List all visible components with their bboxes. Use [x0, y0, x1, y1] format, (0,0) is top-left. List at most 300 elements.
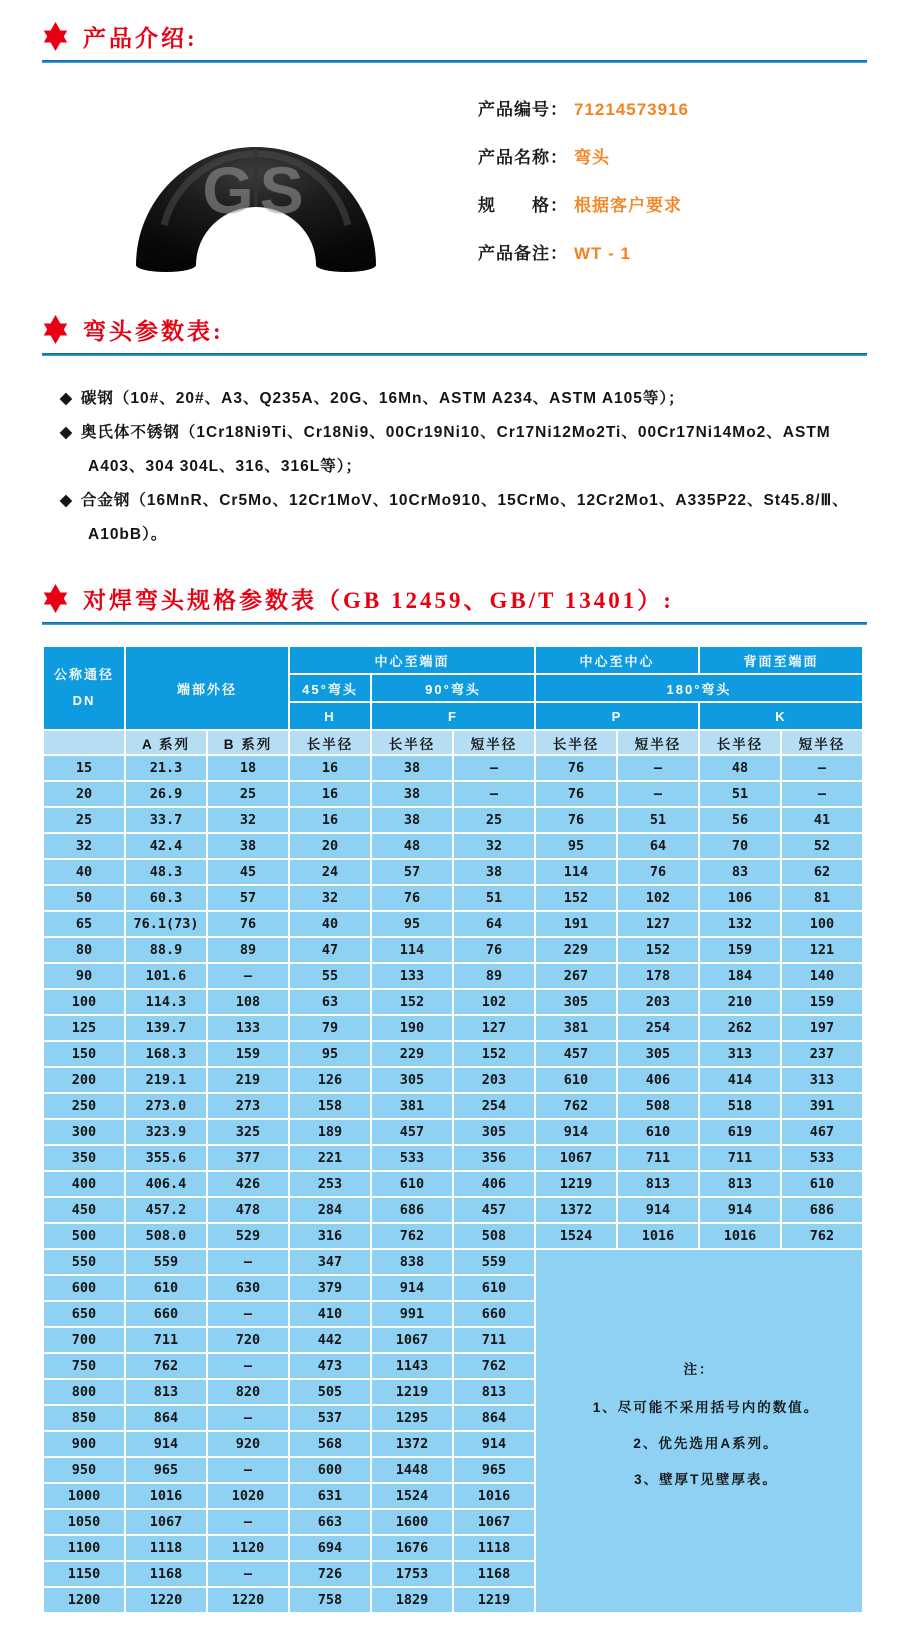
header-elbow-45: 45°弯头	[290, 675, 370, 701]
value-cell: 457	[372, 1120, 452, 1144]
value-cell: 229	[536, 938, 616, 962]
dn-cell: 150	[44, 1042, 124, 1066]
spec-table	[42, 645, 864, 1614]
value-cell: 158	[290, 1094, 370, 1118]
value-cell: 152	[372, 990, 452, 1014]
value-cell: —	[208, 1302, 288, 1326]
star-icon	[42, 584, 69, 613]
value-cell: 914	[126, 1432, 206, 1456]
product-name-value: 弯头	[574, 148, 610, 167]
table-row	[44, 782, 862, 806]
value-cell: 83	[700, 860, 780, 884]
value-cell: 219	[208, 1068, 288, 1092]
value-cell: 42.4	[126, 834, 206, 858]
section-intro-title: 产品介绍:	[83, 26, 198, 51]
value-cell: 381	[372, 1094, 452, 1118]
table-row	[44, 808, 862, 832]
table-row	[44, 938, 862, 962]
notes-title: 注：	[683, 1362, 715, 1377]
value-cell: 178	[618, 964, 698, 988]
product-spec-label: 规 格：	[478, 196, 568, 215]
value-cell: 505	[290, 1380, 370, 1404]
diamond-bullet-icon: ◆	[60, 390, 73, 407]
table-row	[44, 886, 862, 910]
value-cell: —	[208, 1562, 288, 1586]
value-cell: 38	[372, 756, 452, 780]
value-cell: 864	[454, 1406, 534, 1430]
subheader-long-radius: 长半径	[536, 731, 616, 754]
value-cell: 406	[618, 1068, 698, 1092]
value-cell: 262	[700, 1016, 780, 1040]
value-cell: 25	[454, 808, 534, 832]
table-row	[44, 1224, 862, 1248]
product-spec-row	[478, 191, 689, 216]
value-cell: 758	[290, 1588, 370, 1612]
value-cell: 1220	[208, 1588, 288, 1612]
dn-cell: 1050	[44, 1510, 124, 1534]
value-cell: 313	[782, 1068, 862, 1092]
value-cell: 610	[536, 1068, 616, 1092]
star-icon	[42, 315, 69, 344]
material-item	[60, 484, 867, 552]
value-cell: 313	[700, 1042, 780, 1066]
value-cell: 63	[290, 990, 370, 1014]
subheader-short-radius: 短半径	[454, 731, 534, 754]
dn-cell: 1000	[44, 1484, 124, 1508]
value-cell: 70	[700, 834, 780, 858]
value-cell: 18	[208, 756, 288, 780]
value-cell: 95	[536, 834, 616, 858]
value-cell: 391	[782, 1094, 862, 1118]
value-cell: 1020	[208, 1484, 288, 1508]
header-sym-k: K	[700, 703, 862, 729]
value-cell: —	[782, 782, 862, 806]
value-cell: 210	[700, 990, 780, 1014]
value-cell: 26.9	[126, 782, 206, 806]
value-cell: 316	[290, 1224, 370, 1248]
value-cell: 457	[536, 1042, 616, 1066]
value-cell: 47	[290, 938, 370, 962]
value-cell: 133	[208, 1016, 288, 1040]
value-cell: 219.1	[126, 1068, 206, 1092]
value-cell: 20	[290, 834, 370, 858]
value-cell: 32	[454, 834, 534, 858]
value-cell: 1372	[372, 1432, 452, 1456]
section-intro-header	[42, 20, 867, 53]
value-cell: 33.7	[126, 808, 206, 832]
value-cell: 89	[454, 964, 534, 988]
note-item: 1、尽可能不采用括号内的数值。	[592, 1400, 820, 1415]
value-cell: 508	[618, 1094, 698, 1118]
value-cell: 1600	[372, 1510, 452, 1534]
elbow-end-right	[316, 258, 376, 272]
value-cell: 660	[454, 1302, 534, 1326]
header-sym-h: H	[290, 703, 370, 729]
value-cell: 529	[208, 1224, 288, 1248]
value-cell: —	[454, 756, 534, 780]
table-row	[44, 1198, 862, 1222]
value-cell: 1168	[126, 1562, 206, 1586]
value-cell: 76	[372, 886, 452, 910]
header-sym-f: F	[372, 703, 534, 729]
value-cell: 711	[126, 1328, 206, 1352]
table-row	[44, 860, 862, 884]
value-cell: 1219	[454, 1588, 534, 1612]
value-cell: 16	[290, 808, 370, 832]
value-cell: 762	[782, 1224, 862, 1248]
dn-cell: 90	[44, 964, 124, 988]
header-center-to-center: 中心至中心	[536, 647, 698, 673]
value-cell: 159	[700, 938, 780, 962]
table-row	[44, 964, 862, 988]
dn-cell: 650	[44, 1302, 124, 1326]
value-cell: 57	[208, 886, 288, 910]
value-cell: 254	[454, 1094, 534, 1118]
value-cell: 1118	[126, 1536, 206, 1560]
value-cell: 101.6	[126, 964, 206, 988]
value-cell: 168.3	[126, 1042, 206, 1066]
dn-cell: 15	[44, 756, 124, 780]
value-cell: 32	[290, 886, 370, 910]
value-cell: 184	[700, 964, 780, 988]
value-cell: 38	[454, 860, 534, 884]
dn-cell: 400	[44, 1172, 124, 1196]
value-cell: 197	[782, 1016, 862, 1040]
dn-cell: 950	[44, 1458, 124, 1482]
section-params-title: 弯头参数表:	[83, 319, 224, 344]
value-cell: 48	[700, 756, 780, 780]
product-code-value: 71214573916	[574, 100, 690, 119]
value-cell: 467	[782, 1120, 862, 1144]
value-cell: 508	[454, 1224, 534, 1248]
value-cell: 114.3	[126, 990, 206, 1014]
value-cell: —	[208, 1354, 288, 1378]
watermark-text: GS	[202, 153, 310, 227]
value-cell: 533	[782, 1146, 862, 1170]
subheader-long-radius: 长半径	[372, 731, 452, 754]
value-cell: 284	[290, 1198, 370, 1222]
value-cell: 76	[536, 782, 616, 806]
value-cell: —	[208, 1406, 288, 1430]
value-cell: 64	[618, 834, 698, 858]
dn-cell: 20	[44, 782, 124, 806]
subheader-long-radius: 长半径	[290, 731, 370, 754]
value-cell: 100	[782, 912, 862, 936]
value-cell: 410	[290, 1302, 370, 1326]
value-cell: 48.3	[126, 860, 206, 884]
dn-cell: 550	[44, 1250, 124, 1274]
value-cell: 51	[618, 808, 698, 832]
value-cell: 76.1(73)	[126, 912, 206, 936]
product-name-label: 产品名称：	[478, 148, 568, 167]
divider-line	[42, 622, 867, 625]
value-cell: 1676	[372, 1536, 452, 1560]
table-row	[44, 1146, 862, 1170]
value-cell: 273.0	[126, 1094, 206, 1118]
note-item: 3、壁厚T见壁厚表。	[634, 1472, 778, 1487]
value-cell: 190	[372, 1016, 452, 1040]
value-cell: 132	[700, 912, 780, 936]
product-info	[478, 93, 689, 287]
value-cell: 41	[782, 808, 862, 832]
value-cell: 127	[454, 1016, 534, 1040]
header-dn: 公称通径 DN	[44, 647, 124, 729]
value-cell: 76	[536, 808, 616, 832]
value-cell: 711	[618, 1146, 698, 1170]
value-cell: 356	[454, 1146, 534, 1170]
value-cell: 965	[454, 1458, 534, 1482]
value-cell: 600	[290, 1458, 370, 1482]
subheader-short-radius: 短半径	[782, 731, 862, 754]
value-cell: 76	[208, 912, 288, 936]
value-cell: 38	[208, 834, 288, 858]
table-row	[44, 1016, 862, 1040]
value-cell: 694	[290, 1536, 370, 1560]
value-cell: 133	[372, 964, 452, 988]
dn-cell: 800	[44, 1380, 124, 1404]
value-cell: 508.0	[126, 1224, 206, 1248]
value-cell: 253	[290, 1172, 370, 1196]
value-cell: —	[208, 964, 288, 988]
dn-cell: 1100	[44, 1536, 124, 1560]
value-cell: 25	[208, 782, 288, 806]
value-cell: 1753	[372, 1562, 452, 1586]
value-cell: 48	[372, 834, 452, 858]
value-cell: 191	[536, 912, 616, 936]
value-cell: 406	[454, 1172, 534, 1196]
product-code-label: 产品编号：	[478, 100, 568, 119]
diamond-bullet-icon: ◆	[60, 424, 73, 441]
subheader-short-radius: 短半径	[618, 731, 698, 754]
value-cell: 102	[618, 886, 698, 910]
value-cell: —	[618, 756, 698, 780]
value-cell: 379	[290, 1276, 370, 1300]
value-cell: 720	[208, 1328, 288, 1352]
value-cell: —	[782, 756, 862, 780]
value-cell: 820	[208, 1380, 288, 1404]
star-icon	[42, 22, 69, 51]
table-row	[44, 756, 862, 780]
value-cell: 568	[290, 1432, 370, 1456]
material-item	[60, 382, 867, 416]
divider-line	[42, 353, 867, 356]
value-cell: 533	[372, 1146, 452, 1170]
value-cell: 108	[208, 990, 288, 1014]
header-elbow-180: 180°弯头	[536, 675, 862, 701]
table-row	[44, 1068, 862, 1092]
value-cell: 152	[618, 938, 698, 962]
value-cell: 305	[536, 990, 616, 1014]
value-cell: 630	[208, 1276, 288, 1300]
product-remark-row	[478, 239, 689, 264]
dn-cell: 65	[44, 912, 124, 936]
value-cell: 1118	[454, 1536, 534, 1560]
value-cell: 914	[618, 1198, 698, 1222]
header-back-to-face: 背面至端面	[700, 647, 862, 673]
value-cell: 1448	[372, 1458, 452, 1482]
dn-cell: 300	[44, 1120, 124, 1144]
value-cell: 152	[536, 886, 616, 910]
dn-cell: 600	[44, 1276, 124, 1300]
value-cell: 813	[700, 1172, 780, 1196]
notes-panel	[536, 1250, 862, 1612]
dn-cell: 40	[44, 860, 124, 884]
value-cell: 610	[782, 1172, 862, 1196]
material-text: 碳钢（10#、20#、A3、Q235A、20G、16Mn、ASTM A234、ASTM A105等）；	[80, 390, 685, 407]
value-cell: 51	[700, 782, 780, 806]
material-item	[60, 416, 867, 484]
elbow-image	[106, 93, 406, 279]
value-cell: 203	[454, 1068, 534, 1092]
value-cell: 1219	[372, 1380, 452, 1404]
value-cell: 914	[536, 1120, 616, 1144]
value-cell: 965	[126, 1458, 206, 1482]
value-cell: 610	[618, 1120, 698, 1144]
section-params-header	[42, 313, 867, 346]
dn-cell: 50	[44, 886, 124, 910]
table-row	[44, 912, 862, 936]
subheader-long-radius: 长半径	[700, 731, 780, 754]
dn-cell: 32	[44, 834, 124, 858]
value-cell: 305	[372, 1068, 452, 1092]
value-cell: 813	[618, 1172, 698, 1196]
value-cell: 1067	[372, 1328, 452, 1352]
subheader-series-b: B 系列	[208, 731, 288, 754]
header-end-od: 端部外径	[126, 647, 288, 729]
value-cell: 1168	[454, 1562, 534, 1586]
value-cell: 64	[454, 912, 534, 936]
value-cell: —	[208, 1250, 288, 1274]
table-row	[44, 1094, 862, 1118]
value-cell: 473	[290, 1354, 370, 1378]
value-cell: 864	[126, 1406, 206, 1430]
value-cell: 40	[290, 912, 370, 936]
header-elbow-90: 90°弯头	[372, 675, 534, 701]
dn-cell: 900	[44, 1432, 124, 1456]
value-cell: 559	[126, 1250, 206, 1274]
value-cell: 229	[372, 1042, 452, 1066]
value-cell: 660	[126, 1302, 206, 1326]
section-spec-header	[42, 582, 867, 615]
value-cell: 1220	[126, 1588, 206, 1612]
value-cell: 88.9	[126, 938, 206, 962]
value-cell: 1524	[372, 1484, 452, 1508]
value-cell: 51	[454, 886, 534, 910]
value-cell: 38	[372, 808, 452, 832]
table-row	[44, 1042, 862, 1066]
value-cell: 273	[208, 1094, 288, 1118]
subheader-series-a: A 系列	[126, 731, 206, 754]
value-cell: 1524	[536, 1224, 616, 1248]
dn-cell: 1200	[44, 1588, 124, 1612]
dn-cell: 700	[44, 1328, 124, 1352]
header-sym-p: P	[536, 703, 698, 729]
dn-cell: 350	[44, 1146, 124, 1170]
value-cell: 920	[208, 1432, 288, 1456]
value-cell: 21.3	[126, 756, 206, 780]
value-cell: 377	[208, 1146, 288, 1170]
value-cell: 237	[782, 1042, 862, 1066]
dn-cell: 125	[44, 1016, 124, 1040]
value-cell: 711	[700, 1146, 780, 1170]
table-row	[44, 1120, 862, 1144]
value-cell: 1016	[454, 1484, 534, 1508]
value-cell: —	[618, 782, 698, 806]
dn-cell: 850	[44, 1406, 124, 1430]
value-cell: 221	[290, 1146, 370, 1170]
value-cell: 56	[700, 808, 780, 832]
value-cell: 457	[454, 1198, 534, 1222]
value-cell: 159	[782, 990, 862, 1014]
value-cell: 1016	[618, 1224, 698, 1248]
value-cell: 60.3	[126, 886, 206, 910]
value-cell: 559	[454, 1250, 534, 1274]
value-cell: 323.9	[126, 1120, 206, 1144]
value-cell: 1016	[126, 1484, 206, 1508]
table-row	[44, 834, 862, 858]
value-cell: 355.6	[126, 1146, 206, 1170]
value-cell: 686	[782, 1198, 862, 1222]
value-cell: 95	[372, 912, 452, 936]
value-cell: 114	[536, 860, 616, 884]
dn-cell: 100	[44, 990, 124, 1014]
value-cell: 76	[454, 938, 534, 962]
value-cell: 518	[700, 1094, 780, 1118]
value-cell: 203	[618, 990, 698, 1014]
value-cell: 79	[290, 1016, 370, 1040]
value-cell: 106	[700, 886, 780, 910]
value-cell: 1372	[536, 1198, 616, 1222]
dn-cell: 750	[44, 1354, 124, 1378]
subheader-empty	[44, 731, 124, 754]
value-cell: 347	[290, 1250, 370, 1274]
value-cell: 55	[290, 964, 370, 988]
material-text: 合金钢（16MnR、Cr5Mo、12Cr1MoV、10CrMo910、15CrMo、12Cr2Mo1、A335P22、St45.8/Ⅲ、A10bB）。	[80, 492, 849, 543]
value-cell: 478	[208, 1198, 288, 1222]
value-cell: 1067	[454, 1510, 534, 1534]
value-cell: 414	[700, 1068, 780, 1092]
value-cell: 305	[618, 1042, 698, 1066]
elbow-end-left	[136, 258, 196, 272]
diamond-bullet-icon: ◆	[60, 492, 73, 509]
value-cell: 126	[290, 1068, 370, 1092]
section-spec-title: 对焊弯头规格参数表（GB 12459、GB/T 13401）:	[83, 588, 674, 613]
dn-cell: 250	[44, 1094, 124, 1118]
value-cell: 305	[454, 1120, 534, 1144]
value-cell: 726	[290, 1562, 370, 1586]
value-cell: 631	[290, 1484, 370, 1508]
value-cell: 762	[372, 1224, 452, 1248]
value-cell: 114	[372, 938, 452, 962]
value-cell: 537	[290, 1406, 370, 1430]
value-cell: 121	[782, 938, 862, 962]
value-cell: 189	[290, 1120, 370, 1144]
value-cell: 16	[290, 756, 370, 780]
value-cell: —	[208, 1458, 288, 1482]
table-row	[44, 1250, 862, 1274]
value-cell: 663	[290, 1510, 370, 1534]
value-cell: 838	[372, 1250, 452, 1274]
dn-cell: 1150	[44, 1562, 124, 1586]
value-cell: —	[454, 782, 534, 806]
product-remark-label: 产品备注：	[478, 244, 568, 263]
value-cell: 102	[454, 990, 534, 1014]
value-cell: 57	[372, 860, 452, 884]
value-cell: 457.2	[126, 1198, 206, 1222]
dn-cell: 450	[44, 1198, 124, 1222]
product-block	[42, 93, 867, 287]
value-cell: 62	[782, 860, 862, 884]
